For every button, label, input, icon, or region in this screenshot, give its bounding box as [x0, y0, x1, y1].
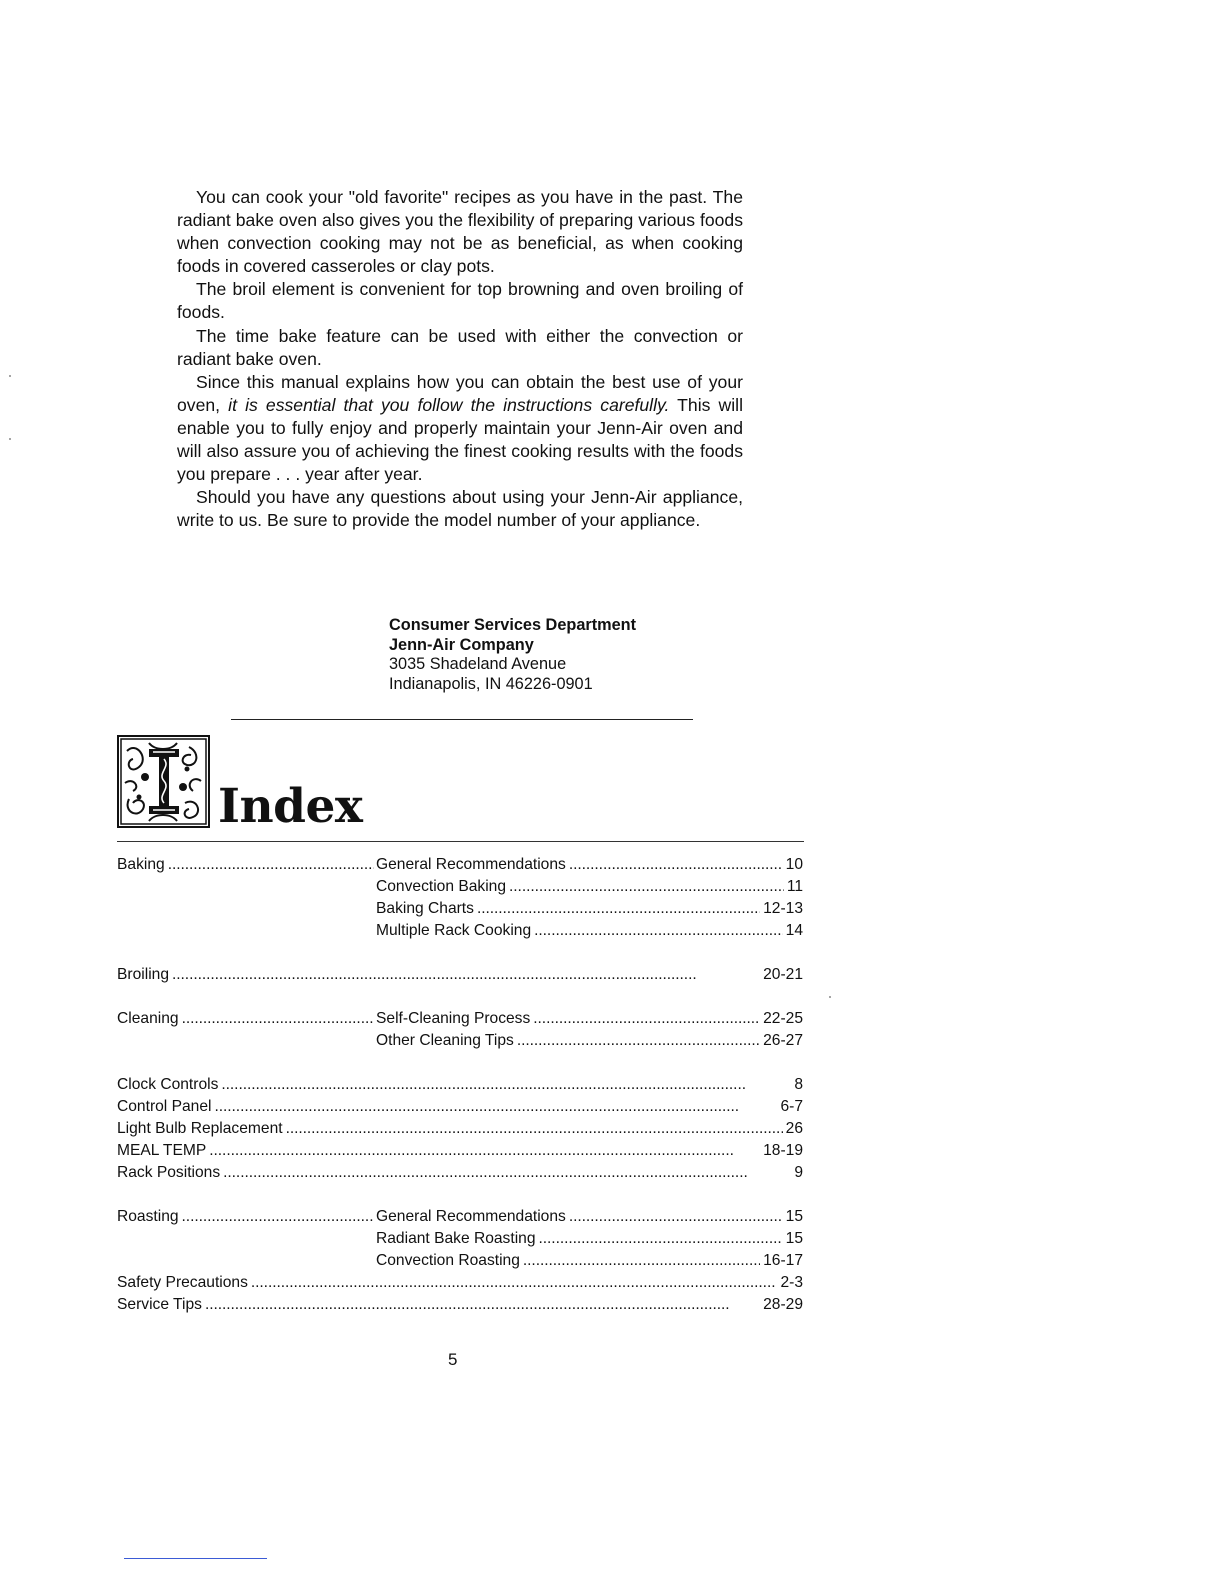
dot-leader: [168, 854, 374, 876]
index-page-ref: 20-21: [763, 966, 803, 983]
index-page-ref: 16-17: [763, 1252, 803, 1269]
scan-speck: [9, 438, 11, 440]
index-entry: [117, 1294, 803, 1316]
index-heading: Index: [218, 779, 363, 834]
index-subtopic: General Recommendations: [376, 856, 566, 873]
dot-leader: [214, 1096, 777, 1118]
index-subentry: [376, 898, 803, 920]
index-topic: MEAL TEMP: [117, 1142, 207, 1159]
index-subtopic: Multiple Rack Cooking: [376, 922, 532, 939]
dot-leader: [205, 1294, 760, 1316]
index-topic: Light Bulb Replacement: [117, 1120, 283, 1137]
index-topic: Cleaning: [117, 1010, 179, 1027]
page-number: 5: [448, 1350, 458, 1369]
index-entry: [117, 1140, 803, 1162]
dot-leader: [509, 876, 784, 898]
index-page-ref: 10: [785, 856, 803, 873]
index-page-ref: 26: [785, 1120, 803, 1137]
address-department: Consumer Services Department: [389, 616, 637, 634]
index-topic: Broiling: [117, 966, 170, 983]
intro-paragraph-1: You can cook your "old favorite" recipes as you have in the past. The radiant bake oven also gives you the flexibility of preparing various foods when convection cooking may not be as beneficial, as when cooking foods in covered casseroles or clay pots.: [177, 187, 743, 277]
intro-paragraph-4: [177, 371, 743, 486]
index-subtopic: Convection Roasting: [376, 1252, 520, 1269]
index-page-ref: 28-29: [763, 1296, 803, 1313]
intro-paragraph-4-end: This will enable you to fully enjoy and properly maintain your Jenn-Air oven and will also assure you of achieving the finest cooking results with the foods you prepare . . . year after year.: [177, 394, 743, 485]
index-entry: [117, 1272, 803, 1294]
address-city: Indianapolis, IN 46226-0901: [389, 674, 593, 693]
footer-underline: [124, 1558, 267, 1559]
index-subtopic: Self-Cleaning Process: [376, 1010, 531, 1027]
index-topic: Baking: [117, 856, 165, 873]
dot-leader: [477, 898, 760, 920]
scan-speck: [9, 375, 11, 377]
index-subentry: [376, 1030, 803, 1052]
index-entry: [117, 1162, 803, 1184]
dot-leader: [533, 1008, 760, 1030]
mailing-address: [389, 616, 636, 694]
index-page-ref: 15: [785, 1230, 803, 1247]
dot-leader: [182, 1008, 374, 1030]
index-subentry: [376, 876, 803, 898]
index-divider: [117, 841, 804, 842]
dot-leader: [221, 1074, 791, 1096]
index-entry: [117, 1096, 803, 1118]
address-street: 3035 Shadeland Avenue: [389, 655, 567, 674]
index-topic: Rack Positions: [117, 1164, 221, 1181]
intro-paragraph-4-emphasis: it is essential that you follow the instructions carefully.: [228, 394, 670, 415]
dot-leader: [539, 1228, 783, 1250]
index-subtopic: Other Cleaning Tips: [376, 1032, 514, 1049]
index-subentry: [376, 1250, 803, 1272]
index-topic: Safety Precautions: [117, 1274, 248, 1291]
index-page-ref: 8: [794, 1076, 803, 1093]
dot-leader: [569, 1206, 783, 1228]
index-page-ref: 18-19: [763, 1142, 803, 1159]
index-subtopic: General Recommendations: [376, 1208, 566, 1225]
index-entry-baking: [117, 854, 377, 876]
dot-leader: [172, 964, 760, 986]
scan-speck: [829, 996, 831, 998]
dot-leader: [523, 1250, 760, 1272]
index-entry-broiling: [117, 964, 803, 986]
index-subentry: [376, 1228, 803, 1250]
intro-paragraph-5: Should you have any questions about using your Jenn-Air appliance, write to us. Be sure to provide the model number of your appliance.: [177, 487, 743, 531]
index-subtopic: Convection Baking: [376, 878, 507, 895]
intro-text: [177, 186, 743, 532]
index-page-ref: 2-3: [780, 1274, 803, 1291]
dot-leader: [286, 1118, 783, 1140]
index-topic: Control Panel: [117, 1098, 212, 1115]
ornamental-initial-icon: [117, 735, 210, 828]
index-entry: [117, 1074, 803, 1096]
dot-leader: [251, 1272, 778, 1294]
dot-leader: [534, 920, 783, 942]
dot-leader: [182, 1206, 374, 1228]
dot-leader: [209, 1140, 760, 1162]
index-subentry: [376, 854, 803, 876]
index-topic: Clock Controls: [117, 1076, 219, 1093]
index-page-ref: 26-27: [763, 1032, 803, 1049]
index-page-ref: 15: [785, 1208, 803, 1225]
section-divider: [231, 719, 693, 720]
index-subentry: [376, 920, 803, 942]
index-page-ref: 11: [786, 878, 803, 895]
intro-paragraph-3: The time bake feature can be used with either the convection or radiant bake oven.: [177, 325, 743, 369]
index-page-ref: 6-7: [780, 1098, 803, 1115]
index-subentry: [376, 1008, 803, 1030]
index-entry: [117, 1118, 803, 1140]
dot-leader: [569, 854, 783, 876]
dot-leader: [517, 1030, 760, 1052]
index-subtopic: Baking Charts: [376, 900, 474, 917]
index-topic: Service Tips: [117, 1296, 202, 1313]
intro-paragraph-2: The broil element is convenient for top browning and oven broiling of foods.: [177, 279, 743, 323]
index-page-ref: 12-13: [763, 900, 803, 917]
index-entry-roasting: [117, 1206, 377, 1228]
index-subtopic: Radiant Bake Roasting: [376, 1230, 536, 1247]
address-company: Jenn-Air Company: [389, 635, 534, 654]
index-page-ref: 14: [785, 922, 803, 939]
intro-paragraph-4-start: Since this manual explains how you can obtain the best use of your oven,: [177, 371, 743, 415]
index-entry-cleaning: [117, 1008, 377, 1030]
index-page-ref: 22-25: [763, 1010, 803, 1027]
index-topic: Roasting: [117, 1208, 179, 1225]
index-page-ref: 9: [794, 1164, 803, 1181]
dot-leader: [223, 1162, 791, 1184]
index-subentry: [376, 1206, 803, 1228]
